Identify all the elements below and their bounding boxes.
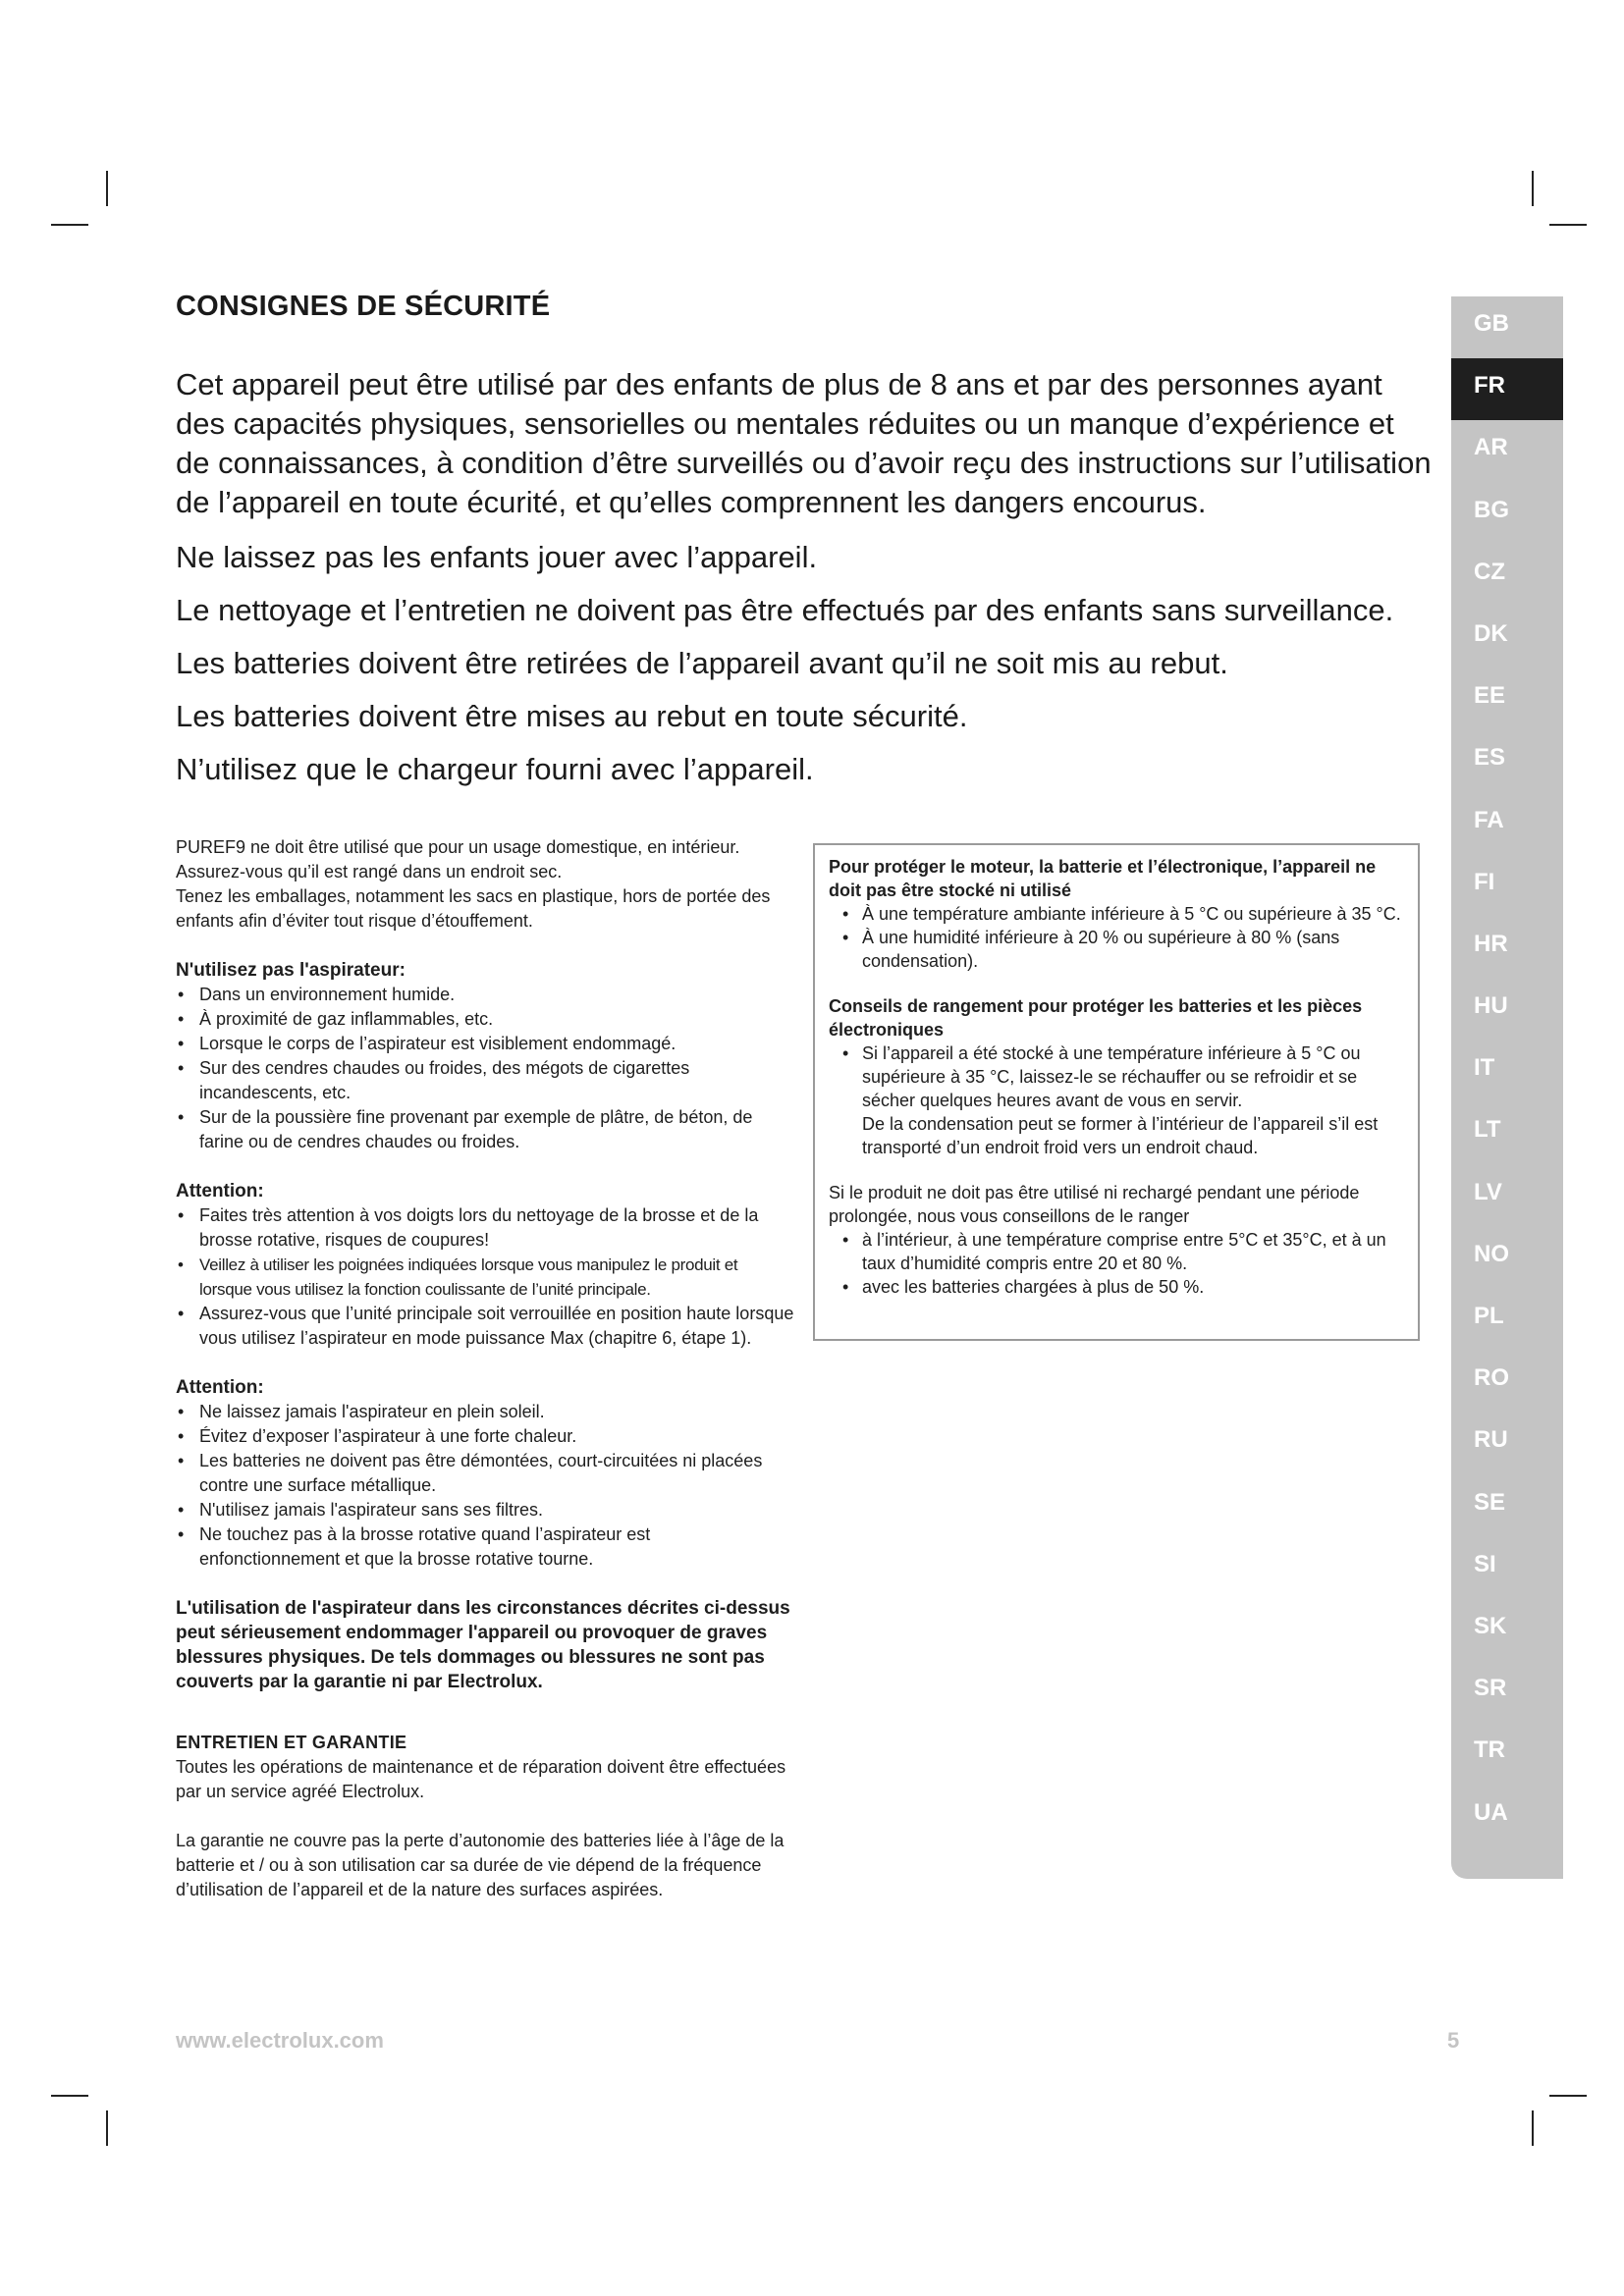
warning-paragraph: L'utilisation de l'aspirateur dans les circonstances décrites ci-dessus peut sérieusement endommager l'appareil ou provoquer de graves blessures physiques. De tels dommages ou blessures ne sont pas couverts par la garantie ni par Electrolux. bbox=[176, 1598, 790, 1692]
language-tab-ua[interactable]: UA bbox=[1474, 1798, 1508, 1826]
language-tab-ru[interactable]: RU bbox=[1474, 1426, 1508, 1454]
left-column bbox=[176, 835, 794, 1902]
attention-list bbox=[176, 1400, 794, 1572]
list-item: • À proximité de gaz inflammables, etc. bbox=[176, 1007, 794, 1032]
box-list bbox=[829, 1041, 1404, 1159]
crop-mark bbox=[106, 2110, 108, 2146]
list-item-text: Si l’appareil a été stocké à une température inférieure à 5 °C ou supérieure à 35 °C, laissez-le se réchauffer ou se refroidir et se sécher quelques heures avant de vous en servir. bbox=[862, 1043, 1361, 1110]
list-item-text: De la condensation peut se former à l’intérieur de l’appareil s’il est transporté d’un endroit froid vers un endroit chaud. bbox=[862, 1114, 1379, 1157]
warranty-paragraph: La garantie ne couvre pas la perte d’autonomie des batteries liée à l’âge de la batterie et / ou à son utilisation car sa durée de vie dépend de la fréquence d’utilisation de l’appareil et de la nature des surfaces aspirées. bbox=[176, 1831, 785, 1899]
language-tab-si[interactable]: SI bbox=[1474, 1550, 1496, 1577]
usage-paragraph: PUREF9 ne doit être utilisé que pour un usage domestique, en intérieur. bbox=[176, 837, 740, 857]
list-item: • Ne touchez pas à la brosse rotative quand l’aspirateur est enfonctionnement et que la brosse rotative tourne. bbox=[176, 1522, 794, 1572]
crop-mark bbox=[1532, 171, 1534, 206]
box-heading: Pour protéger le moteur, la batterie et l’électronique, l’appareil ne doit pas être stocké ni utilisé bbox=[829, 857, 1377, 900]
crop-mark bbox=[1532, 2110, 1534, 2146]
storage-paragraph: Assurez-vous qu’il est rangé dans un endroit sec. bbox=[176, 862, 563, 881]
language-tab-fi[interactable]: FI bbox=[1474, 868, 1495, 895]
language-tab-cz[interactable]: CZ bbox=[1474, 558, 1505, 585]
language-tab-ro[interactable]: RO bbox=[1474, 1364, 1509, 1392]
language-tab-pl[interactable]: PL bbox=[1474, 1303, 1504, 1329]
page-number: 5 bbox=[1447, 2028, 1460, 2053]
list-item: • Veillez à utiliser les poignées indiquées lorsque vous manipulez le produit et lorsque vous utilisez la fonction coulissante de l’unité principale. bbox=[176, 1253, 794, 1302]
list-item: • Sur de la poussière fine provenant par exemple de plâtre, de béton, de farine ou de cendres chaudes ou froides. bbox=[176, 1105, 794, 1154]
intro-paragraph: Le nettoyage et l’entretien ne doivent pas être effectués par des enfants sans surveillance. bbox=[176, 593, 1394, 627]
language-tab-hu[interactable]: HU bbox=[1474, 992, 1508, 1020]
box-heading: Conseils de rangement pour protéger les batteries et les pièces électroniques bbox=[829, 996, 1363, 1040]
language-tab-es[interactable]: ES bbox=[1474, 744, 1506, 772]
list-item: • Les batteries ne doivent pas être démontées, court-circuitées ni placées contre une surface métallique. bbox=[176, 1449, 794, 1498]
maintenance-paragraph: Toutes les opérations de maintenance et de réparation doivent être effectuées par un service agréé Electrolux. bbox=[176, 1757, 786, 1801]
list-item: • Assurez-vous que l’unité principale soit verrouillée en position haute lorsque vous utilisez l’aspirateur en mode puissance Max (chapitre 6, étape 1). bbox=[176, 1302, 794, 1351]
language-tab-lv[interactable]: LV bbox=[1474, 1178, 1502, 1205]
intro-paragraph: Cet appareil peut être utilisé par des enfants de plus de 8 ans et par des personnes ayant des capacités physiques, sensorielles ou mentales réduites ou un manque d’expérience et de connaissances, à condition d’être surveillés ou d’avoir reçu des instructions sur l’utilisation de l’appareil en toute écurité, et qu’elles comprennent les dangers encourus. bbox=[176, 367, 1432, 519]
language-tab-tr[interactable]: TR bbox=[1474, 1736, 1505, 1764]
packaging-paragraph: Tenez les emballages, notamment les sacs en plastique, hors de portée des enfants afin d’éviter tout risque d’étouffement. bbox=[176, 886, 771, 931]
language-tab-dk[interactable]: DK bbox=[1474, 619, 1508, 647]
language-tab-sr[interactable]: SR bbox=[1474, 1675, 1507, 1702]
no-use-list bbox=[176, 983, 794, 1154]
box-paragraph: Si le produit ne doit pas être utilisé ni rechargé pendant une période prolongée, nous vous conseillons de le ranger bbox=[829, 1183, 1360, 1226]
crop-mark bbox=[106, 171, 108, 206]
attention-heading: Attention: bbox=[176, 1377, 264, 1398]
list-item: • Lorsque le corps de l’aspirateur est visiblement endommagé. bbox=[176, 1032, 794, 1056]
crop-mark bbox=[1549, 2095, 1587, 2097]
list-item: • À une humidité inférieure à 20 % ou supérieure à 80 % (sans condensation). bbox=[829, 926, 1404, 973]
language-tab-sk[interactable]: SK bbox=[1474, 1612, 1507, 1639]
language-tab-no[interactable]: NO bbox=[1474, 1240, 1509, 1267]
language-tab-ee[interactable]: EE bbox=[1474, 682, 1506, 710]
list-item: • Ne laissez jamais l'aspirateur en plein soleil. bbox=[176, 1400, 794, 1424]
intro-section bbox=[176, 365, 1433, 803]
box-list bbox=[829, 902, 1404, 973]
intro-paragraph: N’utilisez que le chargeur fourni avec l’appareil. bbox=[176, 752, 814, 786]
maintenance-heading: ENTRETIEN ET GARANTIE bbox=[176, 1733, 407, 1752]
language-tab-it[interactable]: IT bbox=[1474, 1054, 1495, 1082]
storage-info-box bbox=[813, 843, 1420, 1341]
attention-heading: Attention: bbox=[176, 1181, 264, 1201]
language-tab-ar[interactable]: AR bbox=[1474, 434, 1508, 461]
language-tab-hr[interactable]: HR bbox=[1474, 930, 1508, 957]
list-item: • Faites très attention à vos doigts lors du nettoyage de la brosse et de la brosse rotative, risques de coupures! bbox=[176, 1203, 794, 1253]
language-tab-gb[interactable]: GB bbox=[1474, 310, 1509, 337]
footer-url[interactable]: www.electrolux.com bbox=[176, 2028, 384, 2053]
list-item: • avec les batteries chargées à plus de 50 %. bbox=[829, 1275, 1404, 1299]
crop-mark bbox=[51, 2095, 88, 2097]
intro-paragraph: Les batteries doivent être mises au rebut en toute sécurité. bbox=[176, 699, 968, 733]
intro-paragraph: Ne laissez pas les enfants jouer avec l’appareil. bbox=[176, 540, 818, 574]
language-tab-se[interactable]: SE bbox=[1474, 1488, 1506, 1516]
language-tab-lt[interactable]: LT bbox=[1474, 1116, 1501, 1144]
box-list bbox=[829, 1228, 1404, 1299]
language-tab-bg[interactable]: BG bbox=[1474, 496, 1509, 523]
page-title: CONSIGNES DE SÉCURITÉ bbox=[176, 291, 551, 322]
no-use-heading: N'utilisez pas l'aspirateur: bbox=[176, 960, 406, 981]
list-item: • Dans un environnement humide. bbox=[176, 983, 794, 1007]
list-item: • À une température ambiante inférieure à 5 °C ou supérieure à 35 °C. bbox=[829, 902, 1404, 926]
list-item: • Sur des cendres chaudes ou froides, des mégots de cigarettes incandescents, etc. bbox=[176, 1056, 794, 1105]
list-item: • Évitez d’exposer l’aspirateur à une forte chaleur. bbox=[176, 1424, 794, 1449]
list-item: • N'utilisez jamais l'aspirateur sans ses filtres. bbox=[176, 1498, 794, 1522]
language-tab-bar bbox=[1451, 296, 1563, 1879]
attention-list bbox=[176, 1203, 794, 1351]
crop-mark bbox=[51, 224, 88, 226]
language-tab-fr[interactable]: FR bbox=[1451, 358, 1563, 420]
intro-paragraph: Les batteries doivent être retirées de l’appareil avant qu’il ne soit mis au rebut. bbox=[176, 646, 1228, 680]
list-item bbox=[829, 1041, 1404, 1159]
language-tab-fa[interactable]: FA bbox=[1474, 806, 1504, 833]
crop-mark bbox=[1549, 224, 1587, 226]
list-item: • à l’intérieur, à une température comprise entre 5°C et 35°C, et à un taux d’humidité compris entre 20 et 80 %. bbox=[829, 1228, 1404, 1275]
